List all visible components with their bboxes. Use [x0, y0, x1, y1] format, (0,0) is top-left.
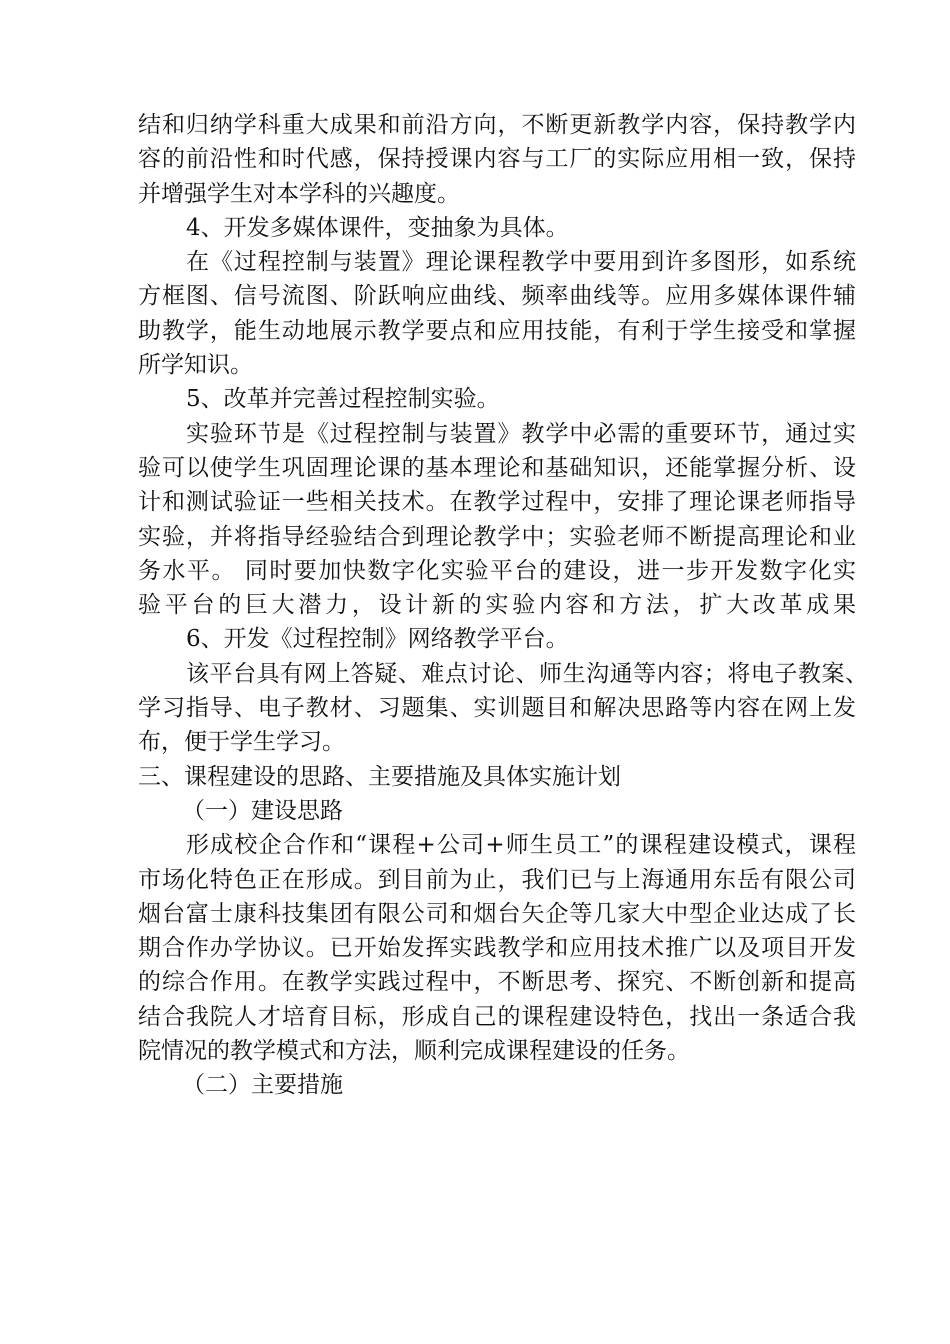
section-heading-5: 5、改革并完善过程控制实验。: [186, 386, 500, 413]
paragraph-line: 形成校企合作和“课程+公司+师生员工”的课程建设模式，课程: [186, 832, 856, 859]
paragraph-line: 结和归纳学科重大成果和前沿方向，不断更新教学内容，保持教学内: [138, 112, 856, 138]
paragraph-line: 实验，并将指导经验结合到理论教学中；实验老师不断提高理论和业: [138, 523, 856, 550]
paragraph-line: 市场化特色正在形成。到目前为止，我们已与上海通用东岳有限公司: [138, 866, 856, 893]
document-body: [138, 108, 868, 1103]
paragraph-line: 计和测试验证一些相关技术。在教学过程中，安排了理论课老师指导: [138, 489, 856, 516]
chapter-heading: 三、课程建设的思路、主要措施及具体实施计划: [138, 763, 621, 790]
paragraph-line: 方框图、信号流图、阶跃响应曲线、频率曲线等。应用多媒体课件辅: [138, 283, 856, 310]
paragraph-line: 期合作办学协议。已开始发挥实践教学和应用技术推广以及项目开发: [138, 935, 856, 962]
paragraph-line: 的综合作用。在教学实践过程中，不断思考、探究、不断创新和提高: [138, 969, 856, 996]
paragraph-line: 助教学，能生动地展示教学要点和应用技能，有利于学生接受和掌握: [138, 317, 856, 344]
paragraph-line: 验可以使学生巩固理论课的基本理论和基础知识，还能掌握分析、设: [138, 454, 856, 481]
paragraph-line: 实验环节是《过程控制与装置》教学中必需的重要环节，通过实: [186, 420, 856, 447]
paragraph-line: 在《过程控制与装置》理论课程教学中要用到许多图形，如系统: [186, 249, 856, 276]
section-heading-4: 4、开发多媒体课件，变抽象为具体。: [186, 214, 569, 241]
paragraph-line: 烟台富士康科技集团有限公司和烟台矢企等几家大中型企业达成了长: [138, 900, 856, 927]
subsection-heading-1: （一）建设思路: [182, 797, 343, 824]
paragraph-line: 院情况的教学模式和方法，顺利完成课程建设的任务。: [138, 1038, 690, 1065]
paragraph-line: 务水平。 同时要加快数字化实验平台的建设，进一步开发数字化实: [138, 557, 856, 584]
paragraph-line: 该平台具有网上答疑、难点讨论、师生沟通等内容；将电子教案、: [186, 660, 868, 687]
paragraph-line: 容的前沿性和时代感，保持授课内容与工厂的实际应用相一致，保持: [138, 146, 856, 173]
section-heading-6: 6、开发《过程控制》网络教学平台。: [186, 626, 569, 653]
paragraph-line: 所学知识。: [138, 352, 253, 379]
paragraph-line: 验平台的巨大潜力，设计新的实验内容和方法，扩大改革成果: [138, 592, 856, 619]
paragraph-line: 并增强学生对本学科的兴趣度。: [138, 180, 460, 207]
subsection-heading-2: （二）主要措施: [182, 1072, 343, 1099]
paragraph-line: 结合我院人才培育目标，形成自己的课程建设特色，找出一条适合我: [138, 1003, 856, 1030]
paragraph-line: 布，便于学生学习。: [138, 729, 345, 756]
paragraph-line: 学习指导、电子教材、习题集、实训题目和解决思路等内容在网上发: [138, 695, 856, 722]
